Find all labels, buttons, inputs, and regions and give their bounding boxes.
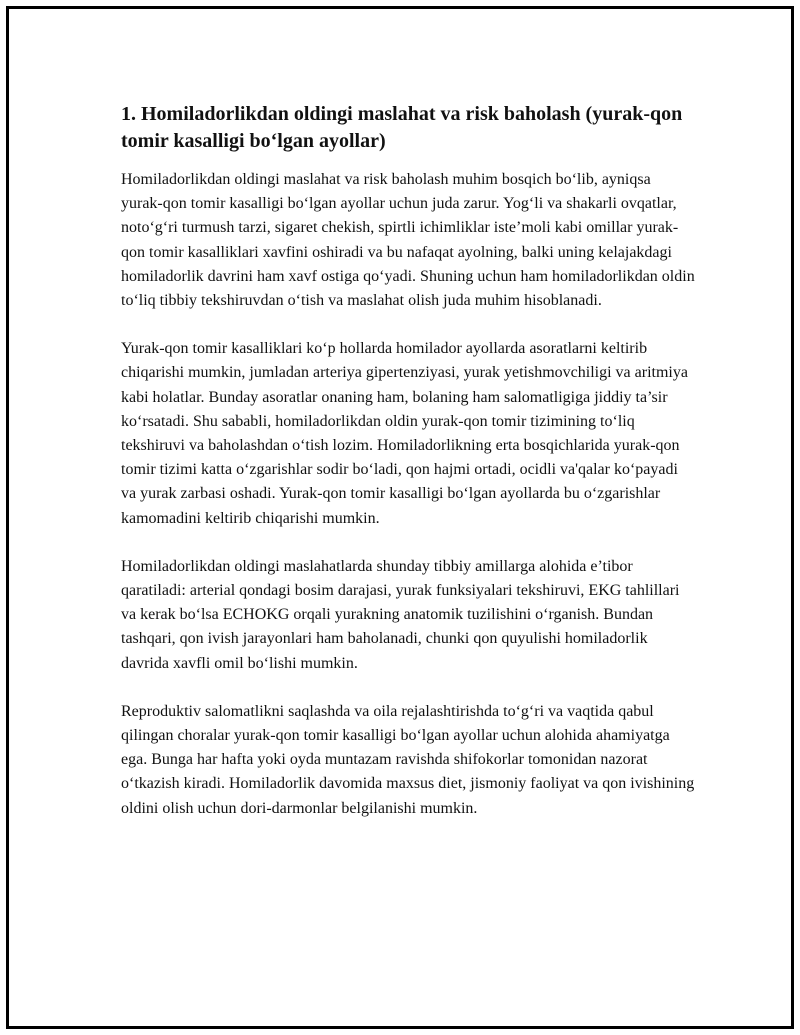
page-frame [6,6,794,1029]
paragraph-4: Reproduktiv salomatlikni saqlashda va oila rejalashtirishda to‘g‘ri va vaqtida qabul qilingan choralar yurak-qon tomir kasalligi bo‘lgan ayollar uchun alohida ahamiyatga ega. Bunga har hafta yoki oyda muntazam ravishda shifokorlar tomonidan nazorat o‘tkazish kiradi. Homiladorlik davomida maxsus diet, jismoniy faoliyat va qon ivishining oldini olish uchun dori-darmonlar belgilanishi mumkin. [121,702,695,817]
paragraph-2: Yurak-qon tomir kasalliklari ko‘p hollarda homilador ayollarda asoratlarni keltirib chiqarishi mumkin, jumladan arteriya gipertenziyasi, yurak yetishmovchiligi va aritmiya kabi holatlar. Bunday asoratlar onaning ham, bolaning ham salomatligiga jiddiy ta’sir ko‘rsatadi. Shu sababli, homiladorlikdan oldin yurak-qon tomir tizimining to‘liq tekshiruvi va baholashdan o‘tish lozim. Homiladorlikning erta bosqichlarida yurak-qon tomir tizimi katta o‘zgarishlar sodir bo‘ladi, qon hajmi ortadi, ocidli va'qalar ko‘payadi va yurak zarbasi oshadi. Yurak-qon tomir kasalligi bo‘lgan ayollarda bu o‘zgarishlar kamomadini keltirib chiqarishi mumkin. [121,340,688,527]
section-heading: 1. Homiladorlikdan oldingi maslahat va risk baholash (yurak-qon tomir kasalligi bo‘lgan ayollar) [121,103,683,152]
paragraph-3: Homiladorlikdan oldingi maslahatlarda shunday tibbiy amillarga alohida e’tibor qaratiladi: arterial qondagi bosim darajasi, yurak funksiyalari tekshiruvi, EKG tahlillari va kerak bo‘lsa ECHOKG orqali yurakning anatomik tuzilishini o‘rganish. Bundan tashqari, qon ivish jarayonlari ham baholanadi, chunki qon quyulishi homiladorlik davrida xavfli omil bo‘lishi mumkin. [121,557,680,672]
paragraph-1: Homiladorlikdan oldingi maslahat va risk baholash muhim bosqich bo‘lib, ayniqsa yurak-qon tomir kasalligi bo‘lgan ayollar uchun juda zarur. Yog‘li va shakarli ovqatlar, noto‘g‘ri turmush tarzi, sigaret chekish, spirtli ichimliklar iste’moli kabi omillar yurak-qon tomir kasalliklari xavfini oshiradi va bu nafaqat ayolning, balki uning kelajakdagi homiladorlik davrini ham xavf ostiga qo‘yadi. Shuning uchun ham homiladorlikdan oldin to‘liq tibbiy tekshiruvdan o‘tish va maslahat olish juda muhim hisoblanadi. [121,171,695,310]
document-body [121,101,695,845]
